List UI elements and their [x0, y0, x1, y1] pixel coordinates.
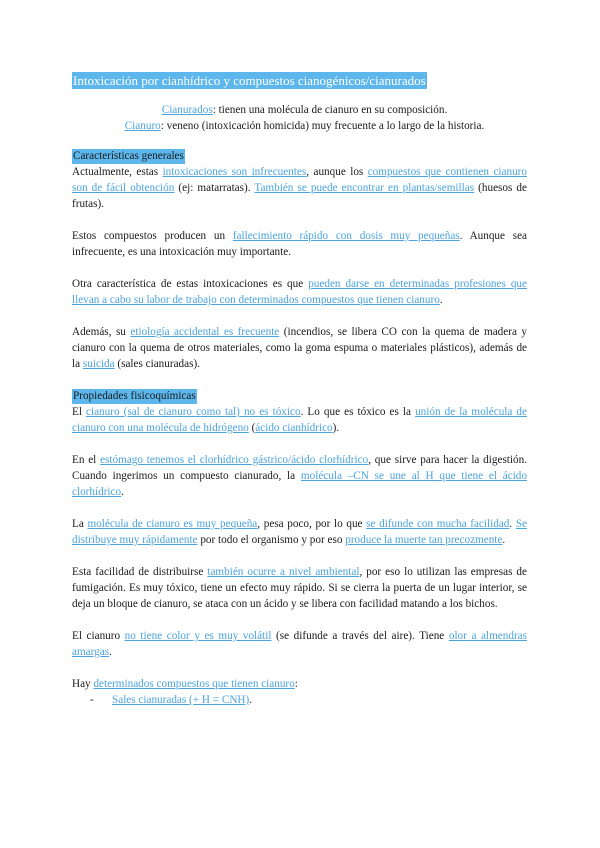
text-run: . Aunque sea infrecuente, es una intoxicación muy importante.	[72, 230, 527, 258]
text-run: Hay	[72, 678, 94, 690]
definition-term-cianurados[interactable]: Cianurados	[161, 104, 213, 116]
link[interactable]: unión de la molécula de cianuro con una molécula de hidrógeno	[72, 406, 527, 434]
text-run: :	[294, 678, 298, 690]
document-page	[72, 72, 527, 708]
link[interactable]: determinados compuestos que tienen cianuro	[93, 678, 295, 690]
link[interactable]: suicida	[82, 358, 115, 370]
link[interactable]: etiología accidental es frecuente	[130, 326, 280, 338]
link[interactable]: fallecimiento rápido con dosis muy pequeñas	[232, 230, 460, 242]
link[interactable]: olor a almendras amargas	[72, 630, 527, 658]
paragraph	[72, 564, 527, 612]
text-run: , pesa poco, por lo que	[257, 518, 367, 530]
text-run: , aunque los	[306, 166, 368, 178]
text-run: El	[72, 406, 87, 418]
link[interactable]: intoxicaciones son infrecuentes	[162, 166, 307, 178]
link[interactable]: estómago tenemos el clorhídrico gástrico/ácido clorhídrico	[100, 454, 369, 466]
text-run: por todo el organismo y por eso	[197, 534, 346, 546]
text-run: Actualmente, estas	[72, 166, 163, 178]
section-heading: Propiedades fisicoquímicas	[73, 390, 196, 402]
text-run: ).	[332, 422, 340, 434]
section-heading: Características generales	[73, 150, 184, 162]
text-run: En el	[72, 454, 101, 466]
link[interactable]: También se puede encontrar en plantas/semillas	[254, 182, 475, 194]
text-run: Otra característica de estas intoxicaciones es que	[72, 278, 309, 290]
link[interactable]: Se distribuye muy rápidamente	[72, 518, 527, 546]
link[interactable]: no tiene color y es muy volátil	[124, 630, 272, 642]
text-run: .	[121, 486, 124, 498]
link[interactable]: cianuro (sal de cianuro como tal) no es tóxico	[86, 406, 301, 418]
paragraph	[72, 676, 527, 692]
text-run: (se difunde a través del aire). Tiene	[271, 630, 449, 642]
paragraph	[72, 452, 527, 500]
text-run: .	[439, 294, 443, 306]
text-run: .	[249, 694, 252, 706]
text-run: (sales cianuradas).	[114, 358, 200, 370]
definition-term-cianuro[interactable]: Cianuro	[124, 120, 161, 132]
link[interactable]: se difunde con mucha facilidad	[366, 518, 510, 530]
paragraph	[72, 228, 527, 260]
link[interactable]: molécula –CN se une al H que tiene el ácido clorhídrico	[72, 470, 527, 498]
definition-cianurados	[72, 102, 527, 118]
definition-text: : tienen una molécula de cianuro en su composición.	[212, 104, 448, 116]
text-run: , que sirve para hacer la digestión. Cuando ingerimos un compuesto cianurado, la	[72, 454, 527, 482]
list-item	[90, 692, 527, 708]
section-heading-propiedades	[72, 388, 527, 404]
text-run: El cianuro	[72, 630, 125, 642]
text-run: (huesos de frutas).	[72, 182, 527, 210]
definition-cianuro	[72, 118, 527, 134]
link[interactable]: Sales cianuradas (+ H = CNH)	[112, 694, 250, 706]
document-title: Intoxicación por cianhídrico y compuestos cianogénicos/cianurados	[73, 73, 426, 88]
document-title-row	[72, 72, 527, 90]
paragraph	[72, 164, 527, 212]
bullet-list	[72, 692, 527, 708]
text-run: (ej: matarratas).	[174, 182, 255, 194]
link[interactable]: produce la muerte tan precozmente	[345, 534, 503, 546]
section-heading-caracteristicas	[72, 148, 527, 164]
text-run: Esta facilidad de distribuirse	[72, 566, 208, 578]
paragraph	[72, 324, 527, 372]
text-run: .	[502, 534, 506, 546]
paragraph	[72, 276, 527, 308]
text-run: .	[509, 518, 516, 530]
link[interactable]: pueden darse en determinadas profesiones que llevan a cabo su labor de trabajo con determinados compuestos que tienen cianuro	[72, 278, 527, 306]
link[interactable]: también ocurre a nivel ambiental	[207, 566, 360, 578]
dash-bullet: -	[90, 694, 94, 706]
text-run: Estos compuestos producen un	[72, 230, 233, 242]
paragraph	[72, 404, 527, 436]
text-run: , por eso lo utilizan las empresas de fumigación. Es muy tóxico, tiene un efecto muy rápido. Si se cierra la puerta de un lugar interior, se deja un bloque de cianuro, se ataca con un ácido y se libera con facilidad matando a los bichos.	[72, 566, 527, 610]
text-run: (	[248, 422, 256, 434]
link[interactable]: ácido cianhídrico	[255, 422, 333, 434]
link[interactable]: compuestos que contienen cianuro son de fácil obtención	[72, 166, 527, 194]
text-run: Además, su	[72, 326, 131, 338]
definition-text: : veneno (intoxicación homicida) muy frecuente a lo largo de la historia.	[160, 120, 485, 132]
paragraph	[72, 516, 527, 548]
text-run: . Lo que es tóxico es la	[300, 406, 416, 418]
text-run: La	[72, 518, 88, 530]
text-run: .	[109, 646, 112, 658]
paragraph	[72, 628, 527, 660]
link[interactable]: molécula de cianuro es muy pequeña	[87, 518, 258, 530]
text-run: (incendios, se libera CO con la quema de madera y cianuro con la quema de otros materiales, como la goma espuma o materiales plásticos), además de la	[72, 326, 528, 370]
